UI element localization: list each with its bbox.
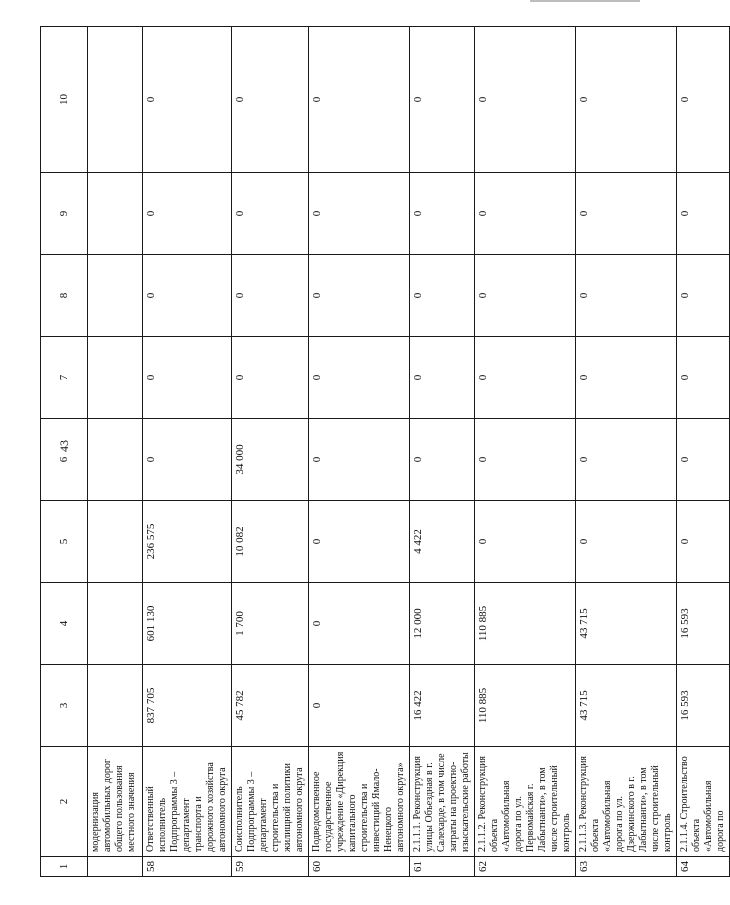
value-col-9: 0 xyxy=(475,173,576,255)
value-col-5: 0 xyxy=(677,501,730,583)
value-col-8: 0 xyxy=(410,255,475,337)
row-description: Соисполнитель Подпрограммы 3 – департамент строительства и жилищной политики автономного округа xyxy=(232,747,309,857)
value-col-9: 0 xyxy=(232,173,309,255)
page-number: 43 xyxy=(57,440,71,452)
value-col-3 xyxy=(88,665,143,747)
value-col-4: 601 130 xyxy=(143,583,232,665)
row-description: 2.1.1.1. Реконструкция улицы Объездная в г. Салехарде, в том числе затраты на проектно-изыскательские работы xyxy=(410,747,475,857)
value-col-7: 0 xyxy=(232,337,309,419)
header-col-9: 9 xyxy=(41,173,88,255)
value-col-5: 10 082 xyxy=(232,501,309,583)
value-col-4 xyxy=(88,583,143,665)
value-col-3: 43 715 xyxy=(576,665,677,747)
value-col-7: 0 xyxy=(475,337,576,419)
value-col-6 xyxy=(88,419,143,501)
value-col-3: 110 885 xyxy=(475,665,576,747)
value-col-3: 0 xyxy=(309,665,410,747)
value-col-4: 0 xyxy=(309,583,410,665)
header-row xyxy=(41,27,88,877)
value-col-9: 0 xyxy=(410,173,475,255)
table-row xyxy=(232,27,309,877)
value-col-3: 837 705 xyxy=(143,665,232,747)
header-col-7: 7 xyxy=(41,337,88,419)
value-col-5: 0 xyxy=(475,501,576,583)
value-col-10: 0 xyxy=(677,27,730,173)
row-description: Ответственный исполнитель Подпрограммы 3 – департамент транспорта и дорожного хозяйства автономного округа xyxy=(143,747,232,857)
header-col-10: 10 xyxy=(41,27,88,173)
value-col-7: 0 xyxy=(410,337,475,419)
value-col-5: 0 xyxy=(576,501,677,583)
header-col-2: 2 xyxy=(41,747,88,857)
value-col-10: 0 xyxy=(143,27,232,173)
value-col-9: 0 xyxy=(143,173,232,255)
value-col-10 xyxy=(88,27,143,173)
value-col-10: 0 xyxy=(576,27,677,173)
header-col-5: 5 xyxy=(41,501,88,583)
value-col-6: 0 xyxy=(143,419,232,501)
value-col-4: 110 885 xyxy=(475,583,576,665)
value-col-7 xyxy=(88,337,143,419)
value-col-7: 0 xyxy=(576,337,677,419)
value-col-4: 1 700 xyxy=(232,583,309,665)
header-col-6: 6 xyxy=(41,419,88,501)
row-description: модернизация автомобильных дорог общего пользования местного значения xyxy=(88,747,143,857)
value-col-3: 16 422 xyxy=(410,665,475,747)
value-col-5: 0 xyxy=(309,501,410,583)
row-number xyxy=(88,857,143,877)
value-col-10: 0 xyxy=(232,27,309,173)
top-edge-line xyxy=(530,0,640,2)
row-number: 62 xyxy=(475,857,576,877)
table-row xyxy=(88,27,143,877)
value-col-10: 0 xyxy=(410,27,475,173)
value-col-7: 0 xyxy=(309,337,410,419)
row-number: 64 xyxy=(677,857,730,877)
value-col-5: 4 422 xyxy=(410,501,475,583)
value-col-9: 0 xyxy=(677,173,730,255)
header-col-1: 1 xyxy=(41,857,88,877)
value-col-4: 12 000 xyxy=(410,583,475,665)
value-col-5 xyxy=(88,501,143,583)
row-number: 58 xyxy=(143,857,232,877)
value-col-8: 0 xyxy=(232,255,309,337)
value-col-6: 0 xyxy=(309,419,410,501)
value-col-8: 0 xyxy=(576,255,677,337)
value-col-3: 45 782 xyxy=(232,665,309,747)
row-description: 2.1.1.4. Строительство объекта «Автомобильная дорога по xyxy=(677,747,730,857)
value-col-7: 0 xyxy=(677,337,730,419)
table-row xyxy=(677,27,730,877)
table-row xyxy=(475,27,576,877)
row-number: 63 xyxy=(576,857,677,877)
value-col-8: 0 xyxy=(677,255,730,337)
value-col-8: 0 xyxy=(143,255,232,337)
table-row xyxy=(410,27,475,877)
value-col-6: 0 xyxy=(410,419,475,501)
table-row xyxy=(576,27,677,877)
header-col-8: 8 xyxy=(41,255,88,337)
row-description: 2.1.1.2. Реконструкция объекта «Автомобильная дорога по ул. Первомайская г. Лабытнанги», в том числе строительный контроль xyxy=(475,747,576,857)
value-col-6: 0 xyxy=(475,419,576,501)
row-description: 2.1.1.3. Реконструкция объекта «Автомобильная дорога по ул. Дзержинского в г. Лабытнанги», в том числе строительный контроль xyxy=(576,747,677,857)
value-col-6: 34 000 xyxy=(232,419,309,501)
row-number: 59 xyxy=(232,857,309,877)
row-description: Подведомственное государственное учреждение «Дирекция капитального строительства и инвестиций Ямало-Ненецкого автономного округа» xyxy=(309,747,410,857)
value-col-9: 0 xyxy=(576,173,677,255)
value-col-3: 16 593 xyxy=(677,665,730,747)
value-col-8: 0 xyxy=(309,255,410,337)
value-col-6: 0 xyxy=(677,419,730,501)
value-col-10: 0 xyxy=(309,27,410,173)
table-row xyxy=(309,27,410,877)
row-number: 60 xyxy=(309,857,410,877)
value-col-4: 16 593 xyxy=(677,583,730,665)
header-col-4: 4 xyxy=(41,583,88,665)
row-number: 61 xyxy=(410,857,475,877)
value-col-8 xyxy=(88,255,143,337)
budget-table xyxy=(40,26,730,877)
value-col-7: 0 xyxy=(143,337,232,419)
value-col-6: 0 xyxy=(576,419,677,501)
value-col-5: 236 575 xyxy=(143,501,232,583)
rotated-table-wrapper xyxy=(40,27,726,877)
value-col-4: 43 715 xyxy=(576,583,677,665)
table-row xyxy=(143,27,232,877)
value-col-9 xyxy=(88,173,143,255)
value-col-8: 0 xyxy=(475,255,576,337)
value-col-10: 0 xyxy=(475,27,576,173)
value-col-9: 0 xyxy=(309,173,410,255)
header-col-3: 3 xyxy=(41,665,88,747)
